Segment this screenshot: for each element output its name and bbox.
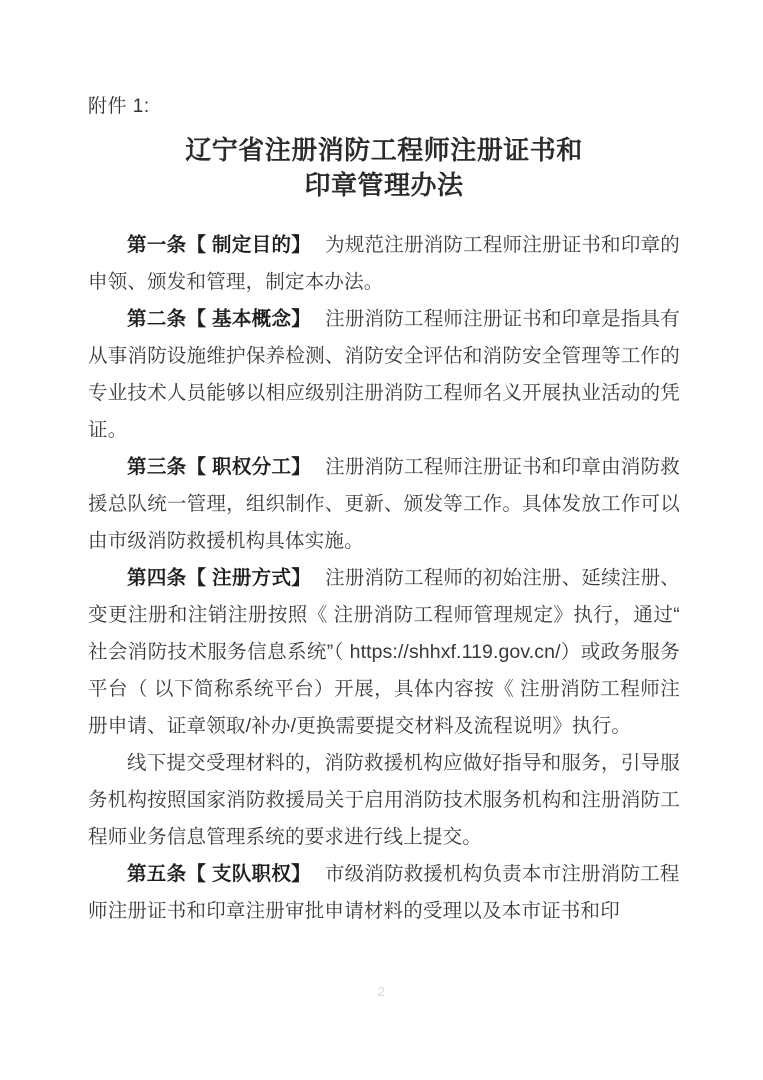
attachment-label: 附件 1: [88,96,150,117]
article-4-extra-paragraph [88,745,680,856]
article-4-heading: 第四条【 注册方式】 [127,567,312,589]
article-2-paragraph [88,301,680,449]
page-title-line-2: 印章管理办法 [304,170,464,200]
article-5-paragraph [88,856,680,930]
article-4-body-part-1: 注册消防工程师的初始注册、延续注册、变更注册和注销注册按照《 注册消防工程师管理规定》执行，通过“ 社会消防技术服务信息系统”（ [88,567,680,663]
system-platform-url[interactable]: https://shhxf.119.gov.cn/ [349,641,561,663]
article-3-heading: 第三条【 职权分工】 [127,456,312,478]
article-1-body: 为规范注册消防工程师注册证书和印章的申领、颁发和管理，制定本办法。 [88,234,680,293]
article-3-body: 注册消防工程师注册证书和印章由消防救援总队统一管理，组织制作、更新、颁发等工作。具体发放工作可以由市级消防救援机构具体实施。 [88,456,680,552]
article-4-body-part-2: ）或政务服务平台（ 以下简称系统平台）开展，具体内容按《 注册消防工程师注册申请、证章领取/补办/更换需要提交材料及流程说明》执行。 [88,641,680,737]
article-list [88,203,680,930]
page-title [88,120,680,203]
page-number: 2 [377,984,386,999]
article-5-body: 市级消防救援机构负责本市注册消防工程师注册证书和印章注册审批申请材料的受理以及本市证书和印 [88,863,680,922]
page-content [88,0,680,930]
article-4-extra-body: 线下提交受理材料的，消防救援机构应做好指导和服务，引导服务机构按照国家消防救援局关于启用消防技术服务机构和注册消防工程师业务信息管理系统的要求进行线上提交。 [88,752,680,848]
article-5-heading: 第五条【 支队职权】 [127,863,311,885]
article-1-paragraph [88,227,680,301]
article-4-paragraph [88,560,680,745]
article-1-heading: 第一条【 制定目的】 [127,234,312,256]
article-3-paragraph [88,449,680,560]
article-2-body: 注册消防工程师注册证书和印章是指具有从事消防设施维护保养检测、消防安全评估和消防安全管理等工作的专业技术人员能够以相应级别注册消防工程师名义开展执业活动的凭证。 [88,308,680,441]
article-2-heading: 第二条【 基本概念】 [127,308,312,330]
page-title-line-1: 辽宁省注册消防工程师注册证书和 [185,135,583,165]
